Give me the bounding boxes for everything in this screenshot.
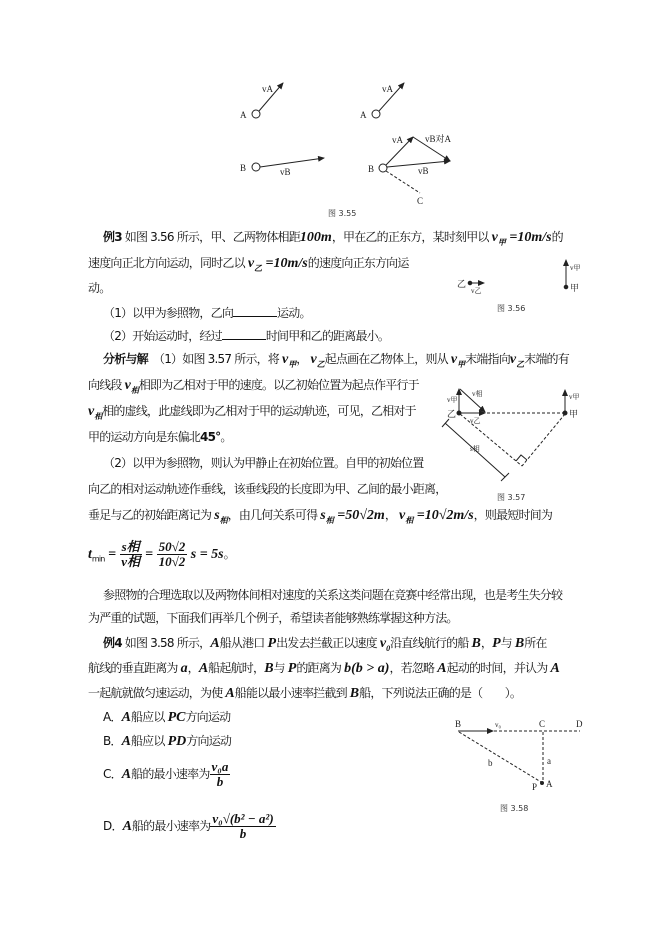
symbol-text: =10m/s xyxy=(262,256,308,271)
text: 垂足与乙的初始距离记为 xyxy=(88,508,215,522)
label-a: A xyxy=(240,110,247,120)
symbol-text: A xyxy=(550,661,560,676)
text: 与 xyxy=(500,636,515,650)
symbol-text: v xyxy=(450,352,458,367)
option-label: C． xyxy=(103,767,122,781)
text: 时间甲和乙的距离最小。 xyxy=(265,329,390,343)
label-vb: vB xyxy=(280,167,291,177)
label-b: B xyxy=(240,163,247,173)
symbol-text: =50√2m xyxy=(333,508,385,523)
text: ，甲在乙的正东方，某时刻甲以 xyxy=(331,230,492,244)
symbol-text: =10√2m/s xyxy=(413,508,474,523)
text: 速度向正北方向运动，同时乙以 xyxy=(88,256,248,270)
symbol-text: v xyxy=(88,404,95,419)
symbol-text: P xyxy=(492,636,501,651)
subscript: 相 xyxy=(325,515,334,525)
text: B． xyxy=(103,734,122,748)
text: 起点画在乙物体上，则从 xyxy=(324,352,451,366)
text: 船应以 xyxy=(130,734,168,748)
text: ， xyxy=(187,661,199,675)
symbol-text: 45° xyxy=(200,430,221,444)
label-v-yi: v乙 xyxy=(470,417,481,425)
text: 船，下列说法正确的是（ ）。 xyxy=(359,686,522,700)
text: 。 xyxy=(220,430,232,444)
symbol-text: v xyxy=(124,378,131,393)
text: ， xyxy=(296,352,311,366)
text: 航线的垂直距离为 xyxy=(88,661,181,675)
text: 所在 xyxy=(524,636,547,650)
text: 的速度向正东方向运 xyxy=(307,256,409,270)
text: 船起航时， xyxy=(208,661,265,675)
figure-caption: 图 3.58 xyxy=(500,804,529,813)
formula-eq: = xyxy=(104,547,120,562)
formula-sub: min xyxy=(91,554,105,564)
numerator: 50√2 xyxy=(158,539,186,554)
subscript: 相 xyxy=(219,515,228,525)
label-v-jia: v甲 xyxy=(569,393,580,401)
text: 如图 3.56 所示，甲、乙两物体相距 xyxy=(121,230,300,244)
subscript: 相 xyxy=(405,515,414,525)
subscript: 乙 xyxy=(254,263,263,273)
distance-b-dashed xyxy=(459,732,541,782)
symbol-text: A xyxy=(198,661,209,676)
label-p: P xyxy=(532,782,538,792)
figure-caption: 图 3.57 xyxy=(497,493,526,502)
ship-a: A xyxy=(122,819,132,834)
symbol-text: s xyxy=(214,508,220,523)
label-b: B xyxy=(455,719,462,729)
text: 动。 xyxy=(88,281,111,295)
option-text: 船的最小速率为 xyxy=(131,819,211,833)
period: 。 xyxy=(223,547,235,561)
denominator: v相 xyxy=(121,554,140,569)
label-c: C xyxy=(539,719,546,729)
symbol-text: =10m/s xyxy=(505,230,552,245)
symbol-text: B xyxy=(514,636,525,651)
symbol-text: 分析与解 xyxy=(103,352,148,366)
numerator: v₀√(b² − a²) xyxy=(212,811,274,826)
figure-3-56 xyxy=(468,260,568,289)
subscript: 乙 xyxy=(316,359,325,369)
text: 的距离为 xyxy=(296,661,345,675)
symbol-text: A xyxy=(121,710,131,725)
denominator: b xyxy=(239,826,247,841)
label-b-distance: b xyxy=(488,758,493,768)
symbol-text: v xyxy=(509,352,517,367)
numerator: v₀a xyxy=(211,759,229,774)
text: （1）以甲为参照物，乙向 xyxy=(103,306,234,320)
text: 相的虚线，此虚线即为乙相对于甲的运动轨迹，可见，乙相对于 xyxy=(102,404,416,418)
symbol-text: A xyxy=(210,636,220,651)
text: 与 xyxy=(273,661,288,675)
label-yi: 乙 xyxy=(447,409,457,419)
symbol-text: B xyxy=(471,636,481,651)
label-b: B xyxy=(368,164,375,174)
text: 的 xyxy=(551,230,563,244)
symbol-text: v xyxy=(247,256,255,271)
text: （2）以甲为参照物，则认为甲静止在初始位置。自甲的初始位置 xyxy=(103,456,424,470)
text: ，由几何关系可得 xyxy=(227,508,321,522)
symbol-text: PD xyxy=(167,734,187,749)
text: 出发去拦截正以速度 xyxy=(276,636,380,650)
label-vb: vB xyxy=(418,166,429,176)
denominator: b xyxy=(216,774,224,789)
label-s-xiang: s相 xyxy=(470,445,480,453)
label-va: vA xyxy=(262,84,273,94)
subscript: 甲 xyxy=(288,359,297,369)
label-v-jia: v甲 xyxy=(447,396,458,404)
formula-t: t xyxy=(88,547,92,562)
subscript: 相 xyxy=(130,385,139,395)
symbol-text: s xyxy=(320,508,326,523)
text: 沿直线航行的船 xyxy=(390,636,472,650)
symbol-text: A xyxy=(121,734,131,749)
text: ，若忽略 xyxy=(389,661,438,675)
numerator: s相 xyxy=(121,539,140,554)
text: 方向运动 xyxy=(185,710,231,724)
text: 末端的有 xyxy=(524,352,569,366)
symbol-text: PC xyxy=(167,710,186,725)
text: 如图 3.58 所示， xyxy=(121,636,211,650)
label-v-yi: v乙 xyxy=(471,287,482,295)
text: 甲的运动方向是东偏北 xyxy=(88,430,201,444)
text: （1）如图 3.57 所示，将 xyxy=(147,352,283,366)
text: 运动。 xyxy=(277,306,311,320)
label-va: vA xyxy=(382,84,393,94)
perpendicular-dashed xyxy=(522,414,565,466)
symbol-text: v xyxy=(379,636,387,651)
text: ，则最短时间为 xyxy=(473,508,553,522)
right-angle-mark xyxy=(516,455,527,461)
text: 船能以最小速率拦截到 xyxy=(234,686,350,700)
label-vba: vB对A xyxy=(425,134,452,144)
object-yi-dot xyxy=(457,411,461,415)
label-va: vA xyxy=(392,135,403,145)
symbol-text: B xyxy=(264,661,274,676)
denominator: 10√2 xyxy=(158,554,186,569)
formula-eq: = xyxy=(141,547,157,562)
symbol-text: 100m xyxy=(299,230,332,245)
figure-3-58 xyxy=(458,731,580,785)
text: （2）开始运动时，经过 xyxy=(103,329,222,343)
text: 末端指向 xyxy=(465,352,510,366)
symbol-text: 例4 xyxy=(103,636,122,650)
text: 参照物的合理选取以及两物体间相对速度的关系这类问题在竞赛中经常出现，也是考生失分较 xyxy=(103,588,563,602)
option-label: D． xyxy=(103,819,123,833)
symbol-text: B xyxy=(349,686,360,701)
dashed-line-bc xyxy=(386,171,420,193)
velocity-b-arrow xyxy=(260,158,324,167)
object-b-circle xyxy=(252,163,260,171)
symbol-text: v xyxy=(491,230,498,245)
text: ， xyxy=(384,508,400,522)
ship-a: A xyxy=(121,767,132,782)
formula-result: s = 5s xyxy=(187,547,224,562)
object-a-circle xyxy=(252,110,260,118)
port-p-dot xyxy=(541,782,544,785)
symbol-text: P xyxy=(267,636,277,651)
subscript: 甲 xyxy=(457,359,466,369)
label-c: C xyxy=(417,196,424,206)
text: 向乙的相对运动轨迹作垂线，该垂线段的长度即为甲、乙间的最小距离， xyxy=(88,482,447,496)
symbol-text: A xyxy=(437,661,447,676)
object-a-circle xyxy=(372,110,380,118)
symbol-text: 例3 xyxy=(103,230,122,244)
label-a: A xyxy=(360,110,367,120)
label-v-jia: v甲 xyxy=(570,264,581,272)
symbol-text: a xyxy=(180,661,188,676)
label-d: D xyxy=(576,719,583,729)
label-yi: 乙 xyxy=(457,279,467,289)
text: 一起航就做匀速运动，为使 xyxy=(88,686,226,700)
figure-caption: 图 3.56 xyxy=(497,304,526,313)
symbol-text: v xyxy=(310,352,317,367)
text: A． xyxy=(103,710,122,724)
figure-3-57 xyxy=(442,389,567,481)
text: 方向运动 xyxy=(186,734,232,748)
text: 船应以 xyxy=(130,710,168,724)
text: 为严重的试题，下面我们再举几个例子，希望读者能够熟练掌握这种方法。 xyxy=(88,611,458,625)
text: 向线段 xyxy=(88,378,125,392)
text: 相即为乙相对于甲的速度。以乙初始位置为起点作平行于 xyxy=(138,378,419,392)
option-text: 船的最小速率为 xyxy=(131,767,210,781)
figure-caption: 图 3.55 xyxy=(328,209,357,218)
symbol-text: v xyxy=(399,508,406,523)
text: ， xyxy=(480,636,493,650)
subscript: 乙 xyxy=(516,359,525,369)
subscript: 0 xyxy=(386,643,391,653)
label-jia: 甲 xyxy=(569,409,579,419)
subscript: 甲 xyxy=(497,237,506,247)
text: 船从港口 xyxy=(219,636,268,650)
label-a-distance: a xyxy=(547,756,551,766)
label-v-xiang: v相 xyxy=(472,390,483,398)
label-jia: 甲 xyxy=(570,283,580,293)
text: 起动的时间，并认为 xyxy=(446,661,551,675)
symbol-text: b(b > a) xyxy=(344,661,390,676)
symbol-text: v xyxy=(282,352,289,367)
object-b-circle xyxy=(379,164,387,172)
label-v0: v₀ xyxy=(495,721,501,729)
subscript: 相 xyxy=(94,411,103,421)
label-a: A xyxy=(546,779,553,789)
object-jia-dot xyxy=(563,411,567,415)
symbol-text: P xyxy=(287,661,297,676)
symbol-text: A xyxy=(225,686,235,701)
